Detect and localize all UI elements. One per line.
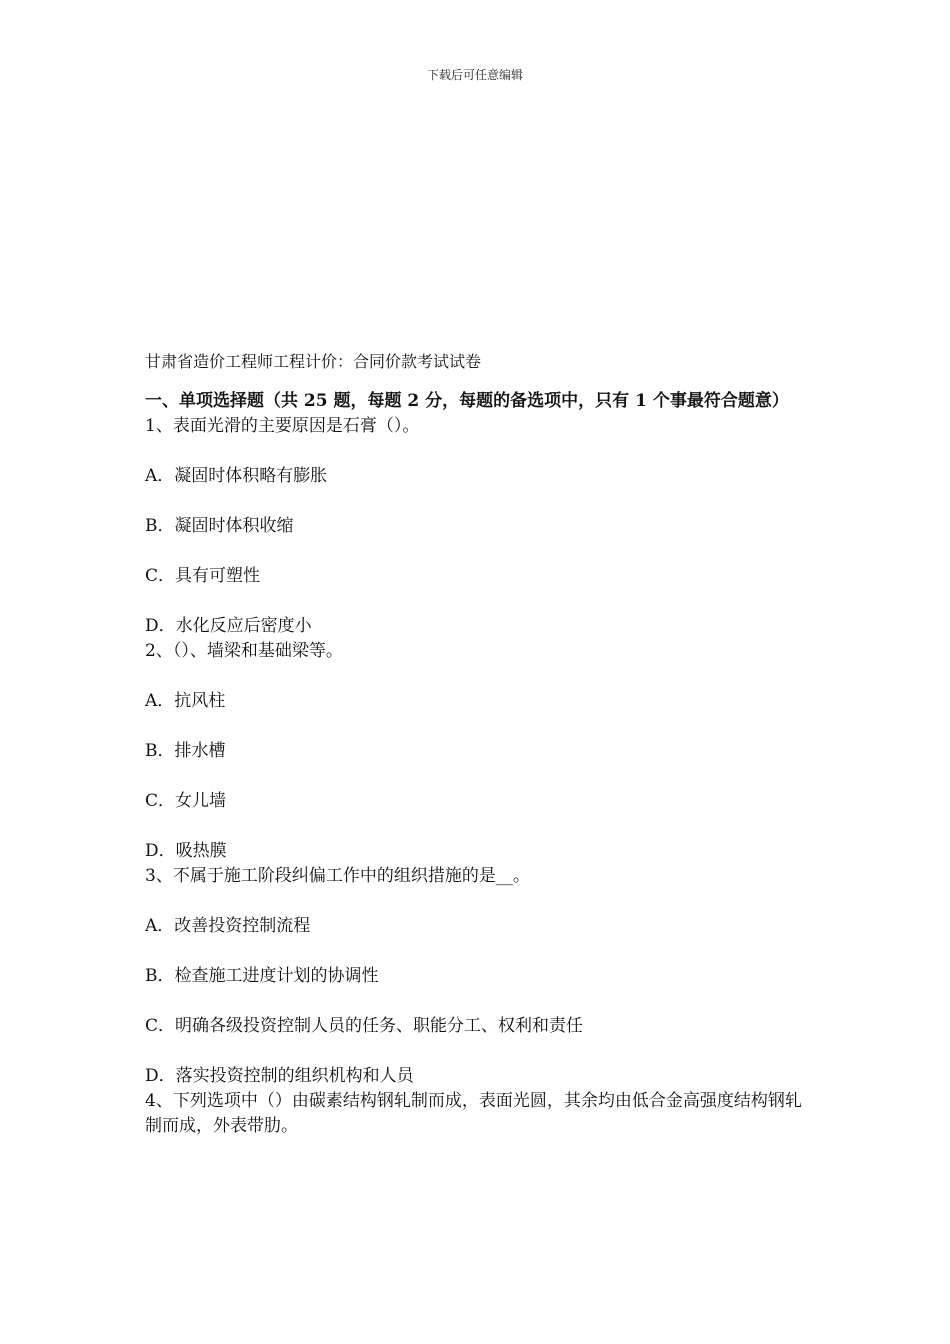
question-4 [145,1089,810,1139]
question-text: 2、（）、墙梁和基础梁等。 [145,641,343,661]
question-1 [145,414,810,639]
document-title: 甘肃省造价工程师工程计价：合同价款考试试卷 [145,352,482,371]
option-a: A．抗风柱 [145,691,226,711]
question-text: 1、表面光滑的主要原因是石膏（）。 [145,416,420,436]
option-c: C．明确各级投资控制人员的任务、职能分工、权利和责任 [145,1016,584,1036]
question-3 [145,864,810,1089]
option-d: D．吸热膜 [145,841,227,861]
option-d: D．落实投资控制的组织机构和人员 [145,1066,414,1086]
question-2 [145,639,810,864]
question-text: 3、不属于施工阶段纠偏工作中的组织措施的是__。 [145,866,530,886]
section-heading: 一、单项选择题（共 25 题，每题 2 分，每题的备选项中，只有 1 个事最符合题意） [145,391,789,411]
option-a: A．凝固时体积略有膨胀 [145,466,328,486]
header-note: 下载后可任意编辑 [426,68,523,82]
question-text: 4、下列选项中（）由碳素结构钢轧制而成，表面光圆，其余均由低合金高强度结构钢轧制而成，外表带肋。 [145,1091,802,1136]
document-body [145,349,810,1139]
option-c: C．女儿墙 [145,791,227,811]
option-b: B．凝固时体积收缩 [145,516,294,536]
option-b: B．排水槽 [145,741,226,761]
option-a: A．改善投资控制流程 [145,916,311,936]
option-c: C．具有可塑性 [145,566,261,586]
option-d: D．水化反应后密度小 [145,616,312,636]
option-b: B．检查施工进度计划的协调性 [145,966,379,986]
